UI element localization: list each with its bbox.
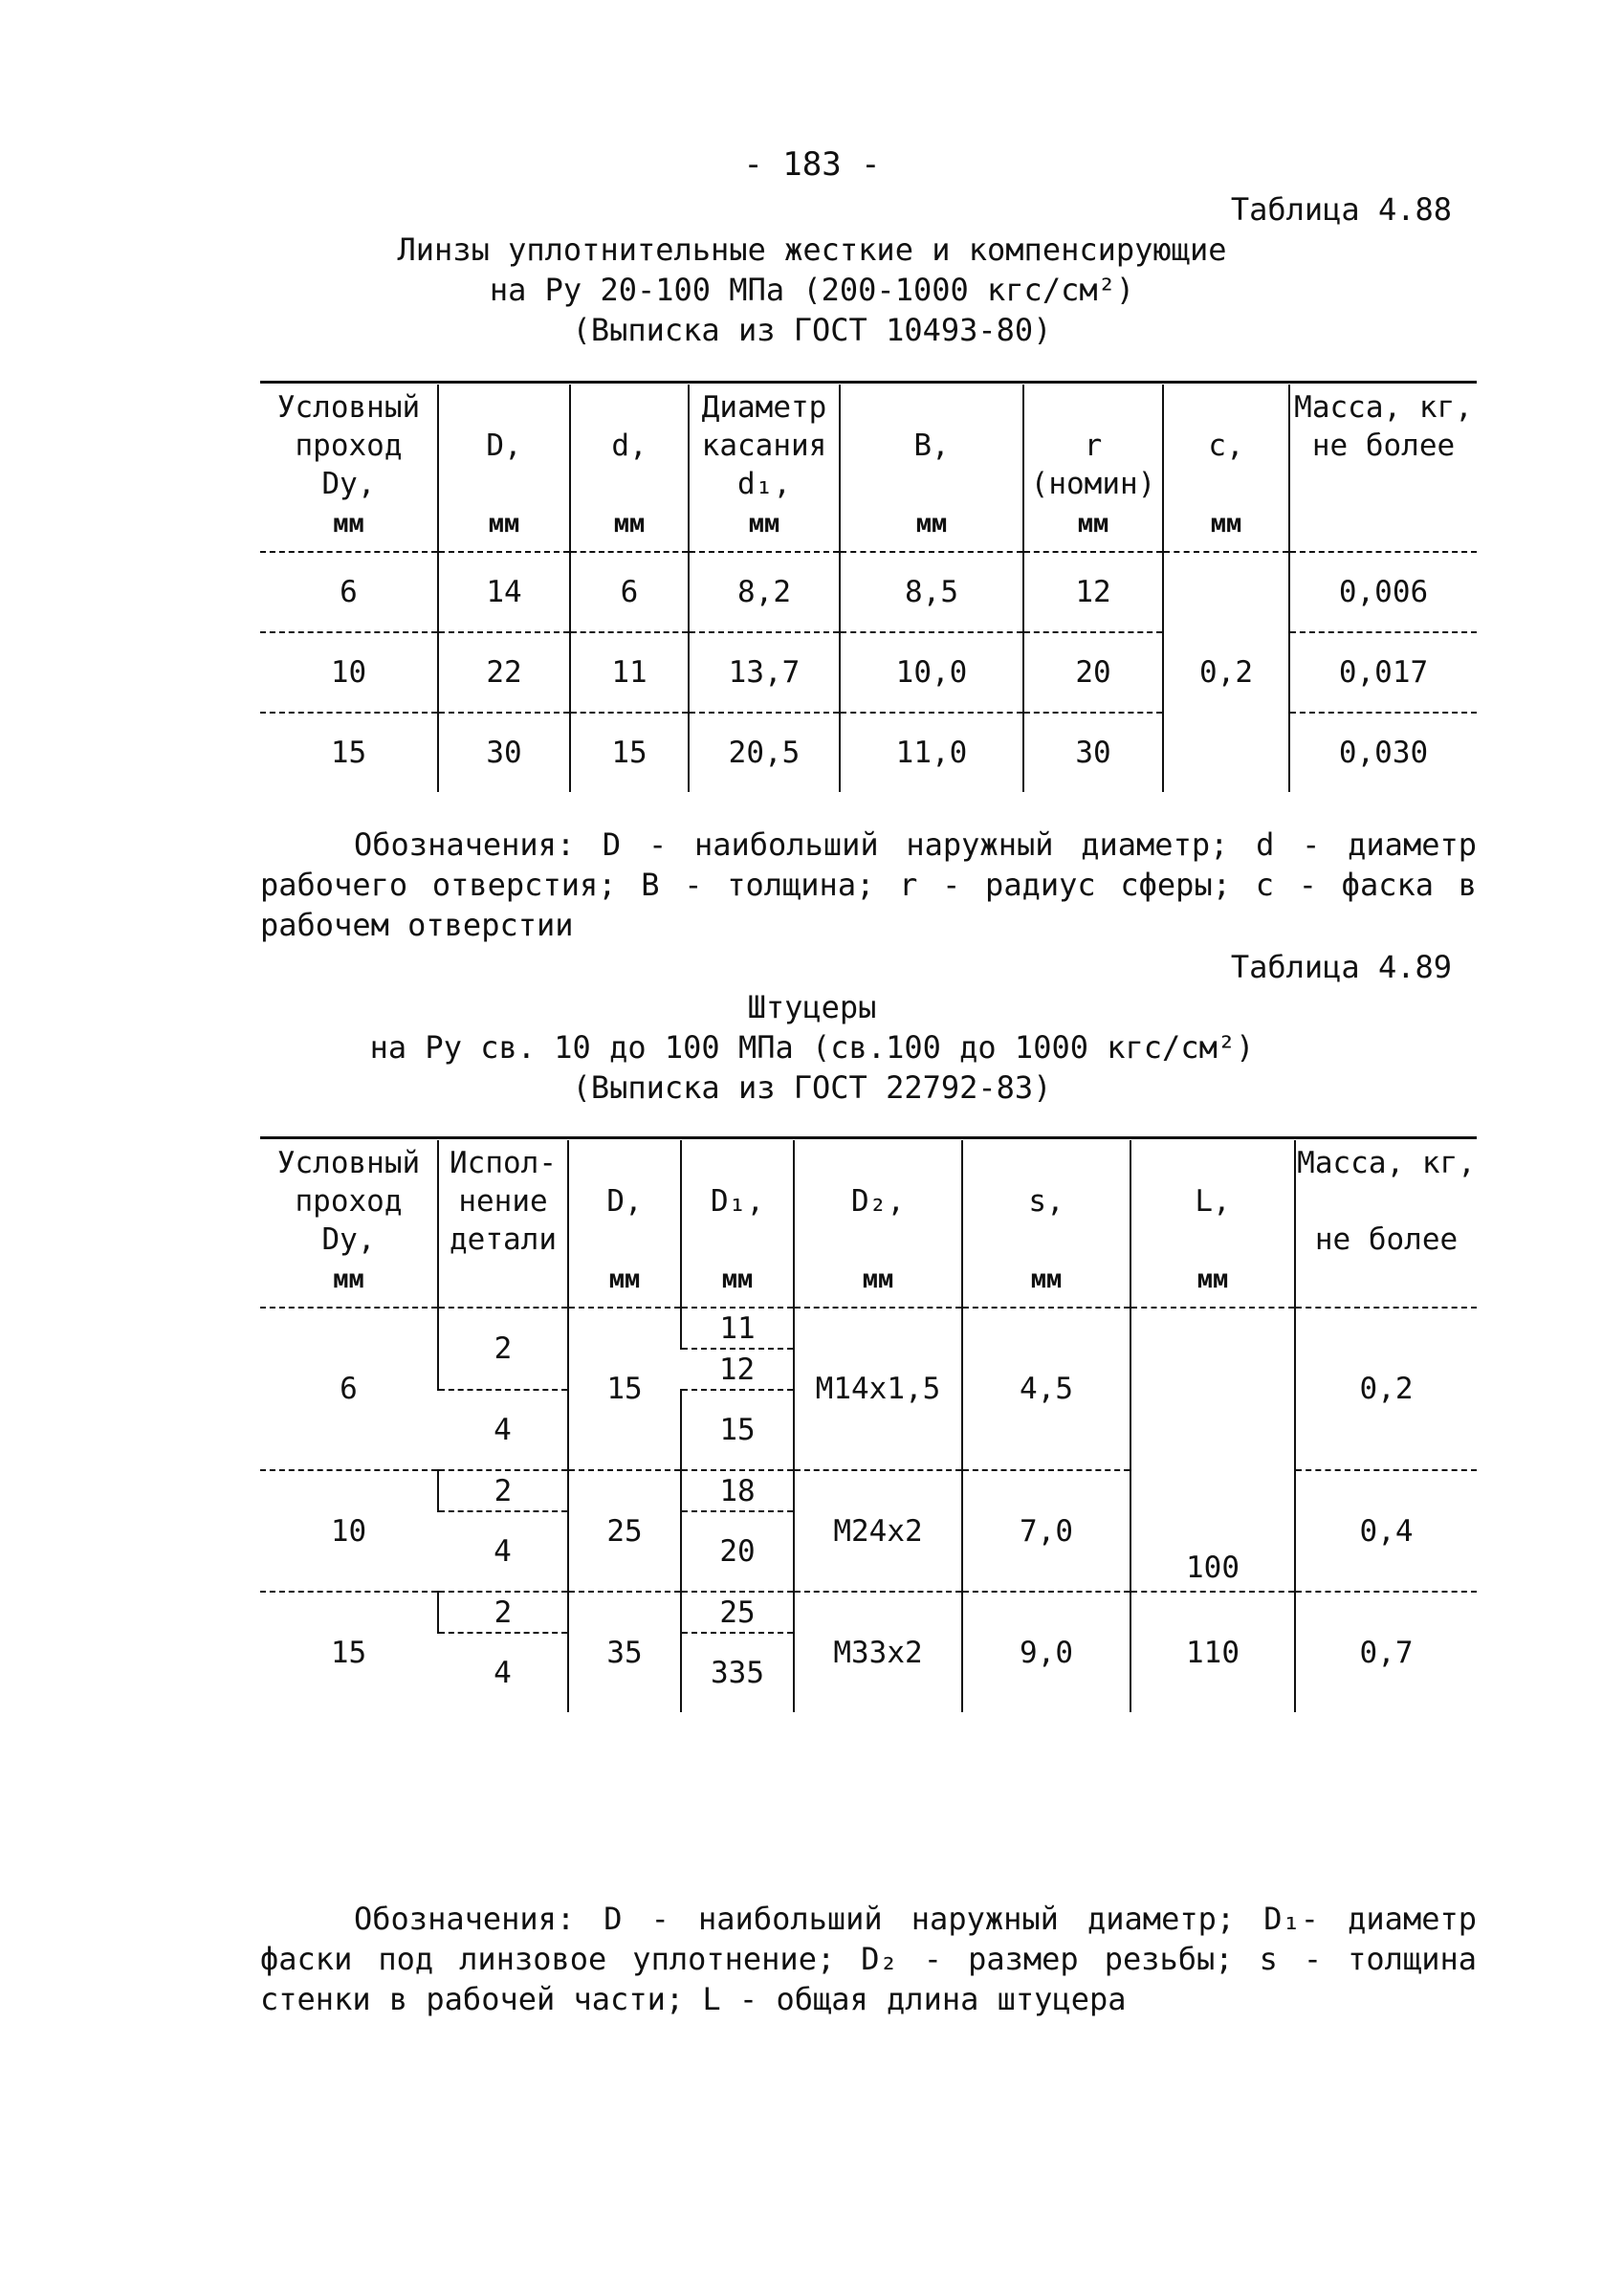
cell-B: 10,0 xyxy=(840,632,1023,713)
cell-mass: 0,030 xyxy=(1289,713,1477,792)
cell-dy: 10 xyxy=(260,1470,438,1592)
cell-D: 14 xyxy=(438,552,570,632)
cell-D: 25 xyxy=(568,1470,681,1592)
table-4-89-note xyxy=(260,1899,1477,2019)
table-4-89-label: Таблица 4.89 xyxy=(1230,949,1452,985)
cell-exec: 4 xyxy=(438,1511,568,1592)
header-d: d, мм xyxy=(570,385,689,552)
page-number: - 183 - xyxy=(743,145,881,184)
cell-mass: 0,4 xyxy=(1295,1470,1477,1592)
cell-D1: 12 xyxy=(681,1349,794,1390)
cell-dy: 15 xyxy=(330,736,367,770)
cell-B: 8,5 xyxy=(840,552,1023,632)
cell-r: 30 xyxy=(1023,713,1163,792)
cell-exec: 4 xyxy=(494,1656,512,1690)
header-nominal-bore: Условный проход Dy, мм xyxy=(260,1140,438,1308)
cell-D1: 335 xyxy=(681,1633,794,1712)
note-text: Обозначения: D - наибольший наружный диаметр; d - диаметр рабочего отверстия; B - толщина; r - радиус сферы; с - фаска в рабочем отверстии xyxy=(260,826,1477,943)
header-mass: Масса, кг, не более xyxy=(1289,385,1477,552)
cell-L: 110 xyxy=(1130,1592,1295,1712)
title-line: Штуцеры xyxy=(747,989,877,1025)
header-D: D, мм xyxy=(438,385,570,552)
cell-s: 7,0 xyxy=(962,1470,1130,1592)
table-4-88-label: Таблица 4.88 xyxy=(1230,191,1452,228)
cell-D1: 25 xyxy=(681,1592,794,1633)
cell-D1: 20 xyxy=(681,1511,794,1592)
header-D: D, мм xyxy=(568,1140,681,1308)
header-c: c, мм xyxy=(1163,385,1289,552)
header-r: r (номин) мм xyxy=(1023,385,1163,552)
cell-D: 35 xyxy=(568,1592,681,1712)
cell-D: 15 xyxy=(568,1308,681,1470)
cell-mass: 0,2 xyxy=(1295,1308,1477,1470)
header-B: B, мм xyxy=(840,385,1023,552)
cell-dy: 10 xyxy=(260,632,438,713)
table-row xyxy=(260,552,1477,632)
cell-D2: M14x1,5 xyxy=(794,1308,962,1470)
cell-d1: 20,5 xyxy=(689,713,840,792)
title-line: на Ру 20-100 МПа (200-1000 кгс/см²) xyxy=(489,272,1135,308)
cell-dy: 15 xyxy=(330,1635,367,1670)
cell-mass: 0,006 xyxy=(1289,552,1477,632)
header-D2: D₂, мм xyxy=(794,1140,962,1308)
cell-r: 20 xyxy=(1023,632,1163,713)
cell-D1: 11 xyxy=(681,1308,794,1349)
cell-s: 9,0 xyxy=(962,1592,1130,1712)
cell-mass: 0,7 xyxy=(1295,1592,1477,1712)
cell-D2: M24x2 xyxy=(794,1470,962,1592)
cell-d: 6 xyxy=(570,552,689,632)
table-4-88-title xyxy=(0,230,1624,350)
cell-dy: 6 xyxy=(260,552,438,632)
cell-d1: 8,2 xyxy=(689,552,840,632)
cell-exec: 4 xyxy=(438,1390,568,1470)
cell-exec: 2 xyxy=(438,1308,568,1390)
cell-dy: 6 xyxy=(260,1308,438,1470)
header-nominal-bore: Условный проход Dy, мм xyxy=(260,385,438,552)
header-d1: Диаметр касания d₁, мм xyxy=(689,385,840,552)
cell-D: 22 xyxy=(438,632,570,713)
cell-d: 15 xyxy=(570,713,689,792)
cell-D: 30 xyxy=(438,713,570,792)
table-row xyxy=(260,713,1477,792)
cell-d1: 13,7 xyxy=(689,632,840,713)
header-execution: Испол- нение детали xyxy=(438,1140,568,1308)
title-line: (Выписка из ГОСТ 10493-80) xyxy=(572,312,1052,348)
table-row xyxy=(260,632,1477,713)
cell-mass: 0,017 xyxy=(1289,632,1477,713)
cell-d: 11 xyxy=(570,632,689,713)
header-D1: D₁, мм xyxy=(681,1140,794,1308)
cell-r: 12 xyxy=(1023,552,1163,632)
cell-D2: M33x2 xyxy=(794,1592,962,1712)
table-4-88-note xyxy=(260,825,1477,945)
table-top-rule xyxy=(260,381,1477,384)
table-top-rule xyxy=(260,1136,1477,1139)
title-line: на Ру св. 10 до 100 МПа (св.100 до 1000 кгс/см²) xyxy=(369,1029,1255,1066)
header-mass: Масса, кг, не более xyxy=(1295,1140,1477,1308)
table-4-88 xyxy=(260,385,1477,792)
title-line: (Выписка из ГОСТ 22792-83) xyxy=(572,1069,1052,1106)
cell-D1: 15 xyxy=(681,1390,794,1470)
table-4-89-title xyxy=(0,987,1624,1108)
header-s: s, мм xyxy=(962,1140,1130,1308)
cell-L: 100 xyxy=(1130,1308,1295,1592)
cell-exec: 2 xyxy=(438,1592,568,1633)
note-text: Обозначения: D - наибольший наружный диаметр; D₁- диаметр фаски под линзовое уплотнение; D₂ - размер резьбы; s - толщина стенки в рабочей части; L - общая длина штуцера xyxy=(260,1901,1477,2017)
cell-B: 11,0 xyxy=(840,713,1023,792)
cell-c: 0,2 xyxy=(1163,552,1289,792)
cell-D1: 18 xyxy=(681,1470,794,1511)
header-L: L, мм xyxy=(1130,1140,1295,1308)
cell-s: 4,5 xyxy=(962,1308,1130,1470)
cell-exec: 2 xyxy=(438,1470,568,1511)
title-line: Линзы уплотнительные жесткие и компенсирующие xyxy=(397,231,1227,268)
table-4-89 xyxy=(260,1140,1477,1712)
